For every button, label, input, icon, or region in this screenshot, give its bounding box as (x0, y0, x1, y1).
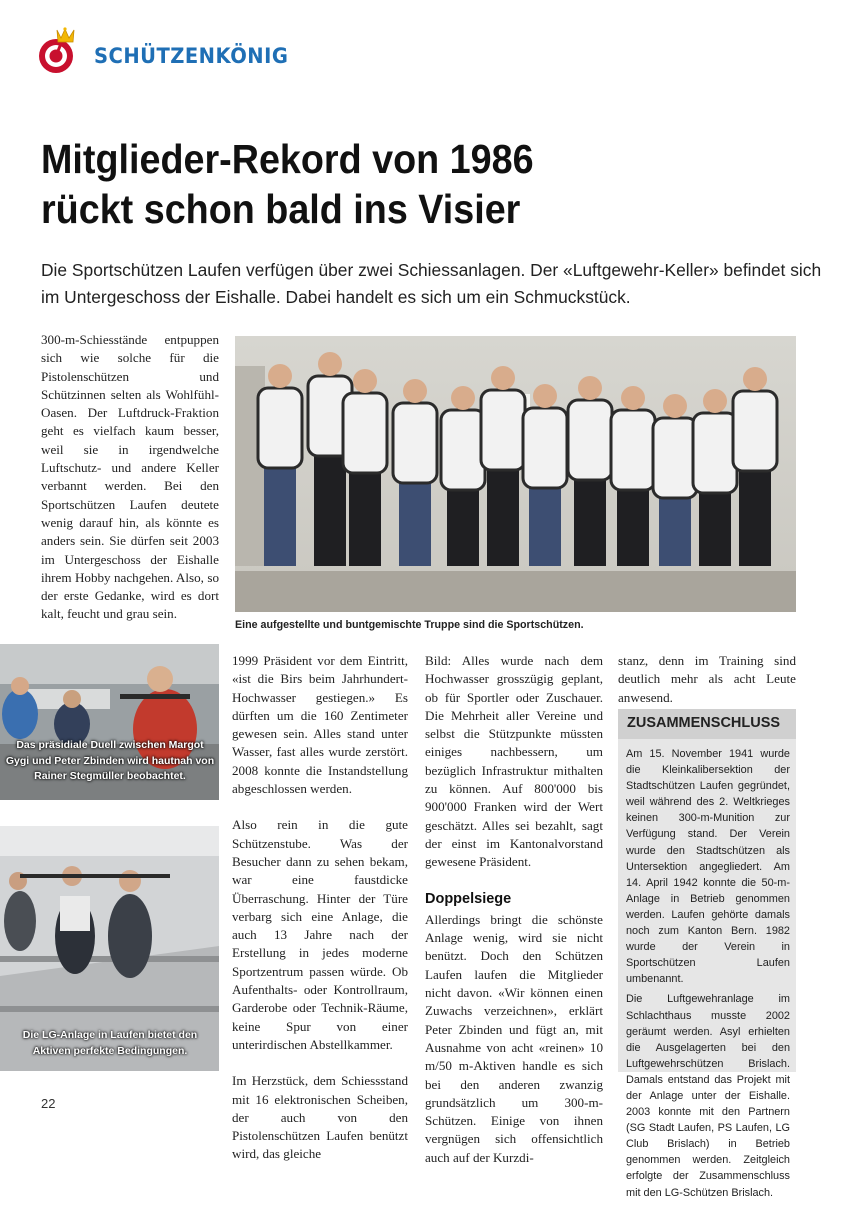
paragraph: 1999 Präsident vor dem Eintritt, «ist die Birs beim Jahrhundert-Hochwasser gestiegen.» Es dürften um die 160 Zentimeter gewesen sein. Alles stand unter Wasser, fast alles wurde zerstört. 2008 konnte die Instandstellung abgeschlossen werden. (232, 653, 408, 797)
sidebar-title: ZUSAMMENSCHLUSS (627, 715, 781, 731)
paragraph: Bild: Alles wurde nach dem Hochwasser grosszügig geplant, ob für Sportler oder Zuschauer. Die Mehrheit aller Vereine und selbst die Stützpunkte müssten einiges nachbessern, um bezüglich Infrastruktur mithalten zu können. Auf 800'000 bis 900'000 Franken wird der Wert geschätzt. Alles sei bezahlt, sagt der einst im Kantonalvorstand gewesene Präsident. (425, 653, 603, 870)
column-2-text (232, 652, 408, 1164)
paragraph: Also rein in die gute Schützenstube. Was der Besucher dann zu sehen bekam, war eine faustdicke Überraschung. Hinter der Türe verbarg sich eine Anlage, die auch 13 Jahre nach der Erstellung in jedes moderne Sportzentrum passen würde. Ob Aufenthalts- oder Kontrollraum, Garderobe oder Technik-Räume, keine Spur von einer unterirdischen Abstellkammer. (232, 817, 408, 1052)
subheading-doppelsiege: Doppelsiege (425, 890, 512, 907)
paragraph: 300-m-Schiesstände entpuppen sich wie solche für die Pistolenschützen und Schützinnen selten als Wohlfühl-Oasen. Der Luftdruck-Fraktion geht es vielfach kaum besser, weil sie in irgendwelche Luftschutz- und andere Keller verbannt werden. Bei den Sportschützen Laufen deutete wenig darauf hin, als könnte es anders sein. Sie dürfen seit 2003 im Untergeschoss der Eishalle ihrem Hobby nachgehen. Also, so der erste Gedanke, wird es dort kalt, feucht und grau sein. (41, 332, 219, 622)
column-4-text (618, 652, 796, 707)
team-photo-caption: Eine aufgestellte und buntgemischte Truppe sind die Sportschützen. (235, 619, 584, 631)
paragraph: Im Herzstück, dem Schiessstand mit 16 elektronischen Scheiben, der auch von den Pistolenschützen Laufen benützt wird, das gleiche (232, 1073, 408, 1162)
sidebar-paragraph: Die Luftgewehranlage im Schlachthaus musste 2002 geräumt werden. Asyl erhielten die Ausgelagerten bei den Luftgewehrschützen Brislach. Damals entstand das Projekt mit der Anlage unter der Eishalle. 2003 konnte mit den Partnern (SG Stadt Laufen, PS Laufen, LG Club Brislach) in Betrieb genommen werden. Zeitgleich erfolgte der Zusammenschluss mit den LG-Schützen Brislach. (626, 993, 790, 1199)
page-number: 22 (41, 1096, 56, 1111)
paragraph: stanz, denn im Training sind deutlich mehr als acht Leute anwesend. (618, 653, 796, 705)
column-1-text (41, 331, 219, 697)
article-title (41, 134, 759, 234)
sidebar-paragraph: Am 15. November 1941 wurde die Kleinkalibersektion der Stadtschützen Laufen gegründet, weil während des 2. Weltkrieges keinen 300-m-Munition zur Verfügung stand. Der Verein wurde den Stadtschützen als Untersektion angegliedert. Am 14. April 1942 konnte die 50-m-Anlage in Betrieb genommen werden. Laufen gehörte damals noch zum Kanton Bern. 1982 wurde der Verein in Sportschützen Laufen umbenannt. (626, 748, 790, 986)
article-lead: Die Sportschützen Laufen verfügen über zwei Schiessanlagen. Der «Luftgewehr-Keller» befindet sich im Untergeschoss der Eishalle. Dabei handelt es sich um ein Schmuckstück. (41, 260, 822, 307)
paragraph: Allerdings bringt die schönste Anlage wenig, wird sie nicht benützt. Doch den Schützen Laufen laufen die Mitglieder nicht davon. «Wir können einen Zuwachs verzeichnen», erklärt Peter Zbinden und fügt an, mit Ausnahme von acht «reinen» 10 m/50 m-Aktiven handle es sich bei den anderen zwanzig grundsätzlich um 300-m-Schützen. Einige von ihnen vergnügen sich offensichtlich auch auf der Kurzdi- (425, 911, 603, 1165)
lg-photo-caption: Die LG-Anlage in Laufen bietet den Aktiven perfekte Bedingungen. (22, 1029, 198, 1057)
team-photo (235, 336, 796, 612)
duel-photo-caption: Das präsidiale Duell zwischen Margot Gygi und Peter Zbinden wird hautnah von Rainer Stegmüller beobachtet. (5, 739, 215, 782)
schuetzenkoenig-logo-icon (34, 26, 82, 76)
title-line-1: Mitglieder-Rekord von 1986 (41, 136, 534, 182)
sidebar-title-bar (618, 709, 796, 739)
column-3-text (425, 652, 603, 1167)
sidebar-text (626, 746, 790, 1205)
title-line-2: rückt schon bald ins Visier (41, 186, 521, 232)
section-label: SCHÜTZENKÖNIG (94, 44, 289, 68)
